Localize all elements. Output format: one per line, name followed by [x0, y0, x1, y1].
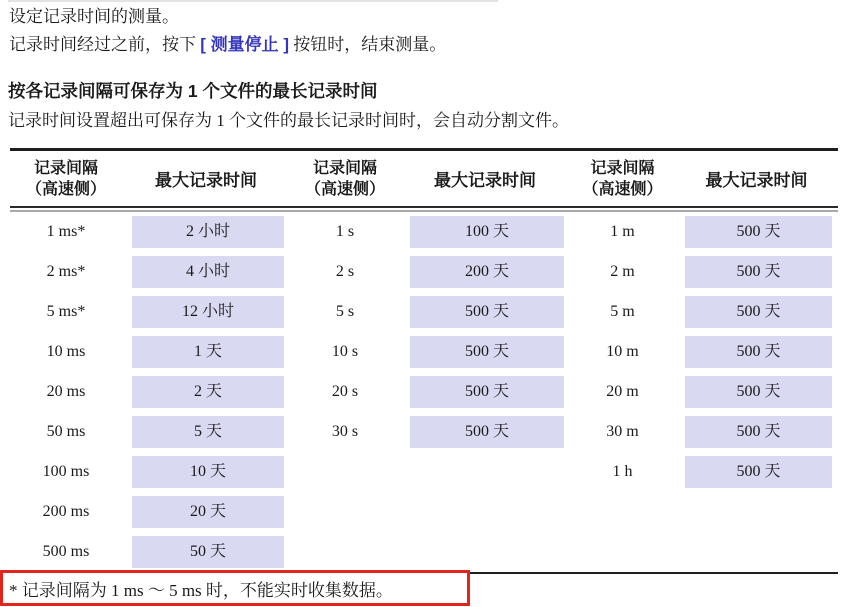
max-time-cell — [122, 212, 290, 252]
interval-cell: 1 h — [612, 463, 633, 480]
header-interval-3: 记录间隔 （高速侧） — [582, 159, 663, 198]
interval-cell — [290, 452, 400, 492]
max-time-value: 2 小时 — [132, 216, 284, 248]
max-time-value: 500 天 — [685, 256, 832, 288]
max-time-cell — [675, 372, 838, 412]
max-time-cell — [122, 252, 290, 292]
interval-cell: 30 s — [331, 423, 359, 440]
interval-cell: 2 m — [610, 263, 635, 280]
footnote-annotation-box — [0, 570, 470, 606]
interval-cell: 500 ms — [42, 543, 90, 560]
max-time-value: 500 天 — [410, 376, 564, 408]
max-time-cell — [122, 372, 290, 412]
max-time-value: 500 天 — [410, 336, 564, 368]
interval-cell — [570, 532, 675, 572]
max-time-cell — [400, 252, 570, 292]
max-time-value: 5 天 — [132, 416, 284, 448]
max-time-value: 500 天 — [685, 296, 832, 328]
interval-cell — [290, 532, 400, 572]
max-time-cell — [400, 332, 570, 372]
interval-cell: 1 s — [335, 223, 355, 240]
max-time-value: 12 小时 — [132, 296, 284, 328]
max-time-cell — [675, 412, 838, 452]
interval-cell: 1 m — [610, 223, 635, 240]
max-time-cell — [675, 332, 838, 372]
max-time-value: 500 天 — [410, 416, 564, 448]
recording-time-table — [10, 148, 838, 574]
max-time-value: 10 天 — [132, 456, 284, 488]
max-time-cell — [675, 452, 838, 492]
max-time-value: 1 天 — [132, 336, 284, 368]
max-time-cell — [675, 492, 838, 532]
max-time-cell — [400, 412, 570, 452]
max-time-value: 500 天 — [685, 456, 832, 488]
max-time-cell — [400, 492, 570, 532]
max-time-cell — [122, 532, 290, 572]
intro-line-1: 设定记录时间的测量。 — [9, 7, 179, 26]
header-interval-1: 记录间隔 （高速侧） — [25, 159, 106, 198]
max-time-value: 50 天 — [132, 536, 284, 568]
interval-cell: 10 m — [606, 343, 639, 360]
table-header-row — [10, 151, 838, 206]
max-time-cell — [675, 252, 838, 292]
interval-cell — [570, 492, 675, 532]
interval-cell: 50 ms — [46, 423, 86, 440]
section-description: 记录时间设置超出可保存为 1 个文件的最长记录时间时，会自动分割文件。 — [8, 111, 569, 130]
max-time-cell — [675, 292, 838, 332]
interval-cell: 200 ms — [42, 503, 90, 520]
measure-stop-button-reference: [ 测量停止 ] — [200, 35, 290, 54]
max-time-cell — [122, 292, 290, 332]
max-time-value: 100 天 — [410, 216, 564, 248]
max-time-value: 500 天 — [410, 296, 564, 328]
max-time-cell — [122, 332, 290, 372]
max-time-cell — [122, 492, 290, 532]
interval-cell: 2 s — [335, 263, 355, 280]
interval-cell: 100 ms — [42, 463, 90, 480]
max-time-value: 200 天 — [410, 256, 564, 288]
interval-cell: 5 m — [610, 303, 635, 320]
interval-cell: 2 ms* — [46, 263, 86, 280]
intro-line-2-after: 按钮时，结束测量。 — [289, 35, 447, 54]
max-time-value: 500 天 — [685, 336, 832, 368]
table-body — [10, 212, 838, 572]
interval-cell: 10 s — [331, 343, 359, 360]
max-time-cell — [675, 212, 838, 252]
intro-line-2 — [9, 30, 446, 55]
max-time-cell — [400, 532, 570, 572]
max-time-cell — [675, 532, 838, 572]
interval-cell: 20 m — [606, 383, 639, 400]
interval-cell — [290, 492, 400, 532]
header-max-time-1: 最大记录时间 — [155, 171, 257, 190]
max-time-value: 500 天 — [685, 376, 832, 408]
max-time-cell — [400, 212, 570, 252]
footnote-text: * 记录间隔为 1 ms ～ 5 ms 时，不能实时收集数据。 — [9, 580, 393, 600]
interval-cell: 20 ms — [46, 383, 86, 400]
max-time-value: 4 小时 — [132, 256, 284, 288]
interval-cell: 5 s — [335, 303, 355, 320]
header-interval-2: 记录间隔 （高速侧） — [304, 159, 385, 198]
header-max-time-3: 最大记录时间 — [705, 171, 808, 190]
max-time-cell — [400, 452, 570, 492]
interval-cell: 1 ms* — [46, 223, 86, 240]
interval-cell: 20 s — [331, 383, 359, 400]
interval-cell: 5 ms* — [46, 303, 86, 320]
max-time-cell — [400, 292, 570, 332]
max-time-value: 2 天 — [132, 376, 284, 408]
max-time-cell — [122, 412, 290, 452]
interval-cell: 10 ms — [46, 343, 86, 360]
intro-line-2-before: 记录时间经过之前，按下 — [9, 35, 201, 54]
max-time-value: 500 天 — [685, 216, 832, 248]
max-time-cell — [400, 372, 570, 412]
header-max-time-2: 最大记录时间 — [434, 171, 536, 190]
max-time-cell — [122, 452, 290, 492]
max-time-value: 500 天 — [685, 416, 832, 448]
max-time-value: 20 天 — [132, 496, 284, 528]
section-heading: 按各记录间隔可保存为 1 个文件的最长记录时间 — [8, 81, 378, 101]
interval-cell: 30 m — [606, 423, 639, 440]
